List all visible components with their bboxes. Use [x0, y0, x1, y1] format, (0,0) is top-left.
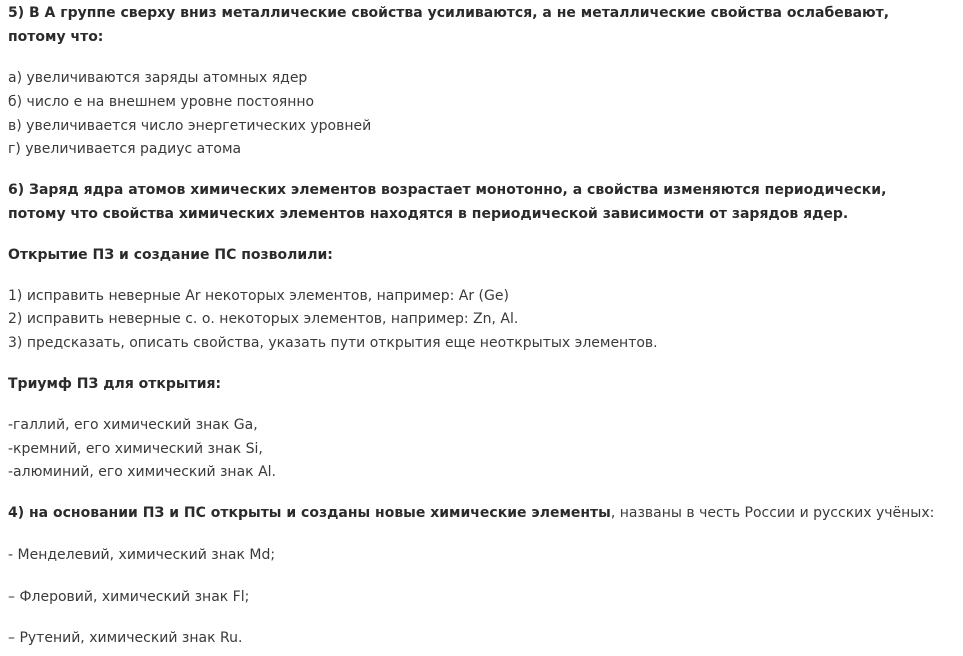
triumph-heading: Триумф ПЗ для открытия:: [8, 376, 222, 392]
discovery-item-3: 3) предсказать, описать свойства, указать пути открытия еще неоткрытых элементов.: [8, 335, 658, 351]
q5-option-a: а) увеличиваются заряды атомных ядер: [8, 70, 308, 86]
q6-heading-line1: 6) Заряд ядра атомов химических элементов возрастает монотонно, а свойства изменяются периодически,: [8, 182, 887, 198]
q5-option-d: г) увеличивается радиус атома: [8, 141, 242, 157]
discovery-item-2: 2) исправить неверные с. о. некоторых элементов, например: Zn, Al.: [8, 311, 519, 327]
q4-heading: [8, 503, 934, 523]
q4-heading-rest: , названы в честь России и русских учёных:: [610, 505, 935, 521]
triumph-item-1: -галлий, его химический знак Ga,: [8, 417, 258, 433]
discovery-heading: Открытие ПЗ и создание ПС позволили:: [8, 247, 333, 263]
q5-option-c: в) увеличивается число энергетических уровней: [8, 118, 372, 134]
q5-heading-line2: потому что:: [8, 29, 104, 45]
q4-item-3: – Рутений, химический знак Ru.: [8, 630, 243, 646]
q4-item-2: – Флеровий, химический знак Fl;: [8, 589, 250, 605]
q5-option-b: б) число е на внешнем уровне постоянно: [8, 94, 315, 110]
triumph-item-2: -кремний, его химический знак Si,: [8, 441, 263, 457]
q6-heading-line2: потому что свойства химических элементов находятся в периодической зависимости от зарядов ядер.: [8, 206, 849, 222]
discovery-item-1: 1) исправить неверные Ar некоторых элементов, например: Ar (Ge): [8, 288, 509, 304]
triumph-item-3: -алюминий, его химический знак Al.: [8, 464, 276, 480]
q4-item-1: - Менделевий, химический знак Md;: [8, 547, 276, 563]
q4-heading-bold: 4) на основании ПЗ и ПС открыты и созданы новые химические элементы: [8, 505, 611, 521]
q5-heading-line1: 5) В А группе сверху вниз металлические свойства усиливаются, а не металлические свойства ослабевают,: [8, 5, 890, 21]
